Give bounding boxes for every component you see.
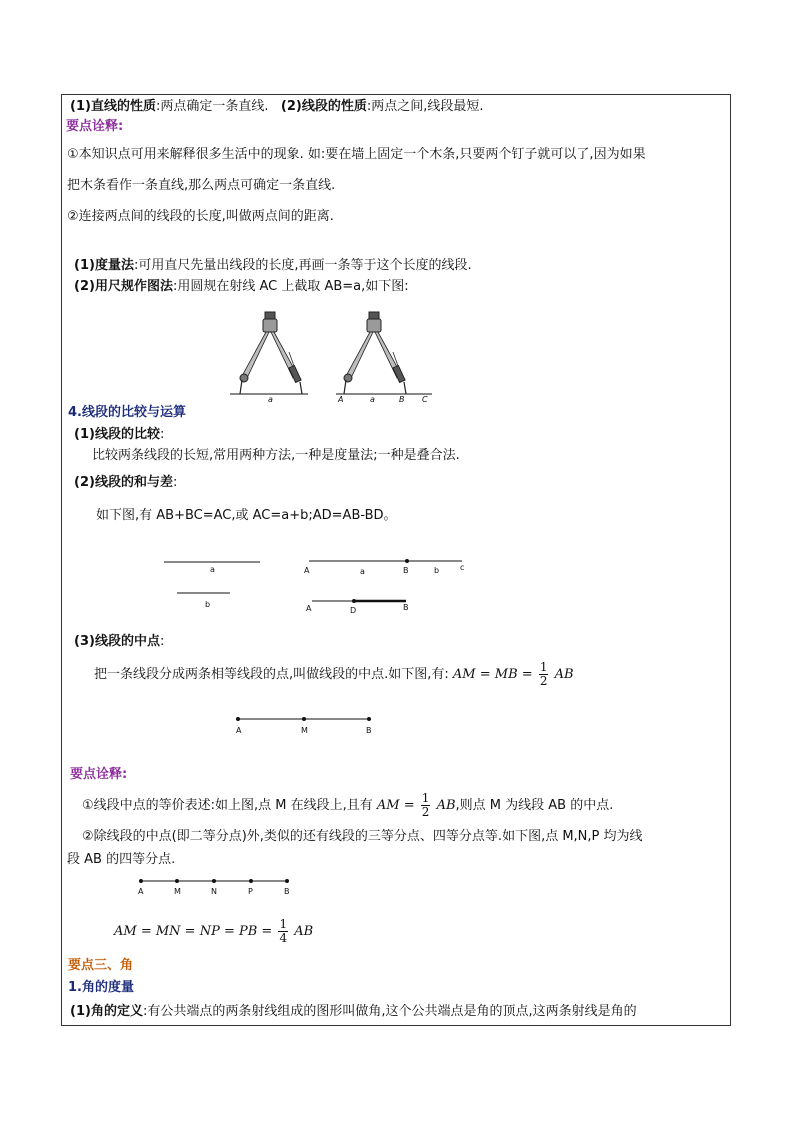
label-c: c — [460, 563, 465, 572]
point-P — [249, 879, 253, 883]
label-A: A — [236, 726, 242, 735]
note-line: ①本知识点可用来解释很多生活中的现象. 如:要在墙上固定一个木条,只要两个钉子就可以了,因为如果 — [67, 147, 646, 162]
compass-label-C: C — [422, 395, 428, 404]
point-A — [139, 879, 143, 883]
compare-heading: (1)线段的比较: — [74, 427, 165, 442]
point-M — [302, 717, 306, 721]
label-A2: A — [306, 604, 312, 613]
label-M: M — [174, 887, 181, 896]
quarter-point-note: ②除线段的中点(即二等分点)外,类似的还有线段的三等分点、四等分点等.如下图,点 M,N,P 均为线 — [82, 829, 643, 844]
point-B — [405, 559, 409, 563]
midpoint-definition: 把一条线段分成两条相等线段的点,叫做线段的中点.如下图,有: AM = MB = $\frac{1}{2}$ AB — [94, 660, 574, 688]
angle-measure-title: 1.角的度量 — [68, 980, 134, 995]
sum-diff-heading: (2)线段的和与差: — [74, 475, 178, 490]
quarter-points-figure — [134, 876, 299, 898]
note-line: 把木条看作一条直线,那么两点可确定一条直线. — [67, 178, 336, 193]
compare-text: 比较两条线段的长短,常用两种方法,一种是度量法;一种是叠合法. — [92, 448, 460, 463]
compass-label-a2: a — [370, 395, 375, 404]
midpoint-figure — [230, 712, 380, 738]
compass-icon-right — [336, 312, 432, 394]
midpoint-heading: (3)线段的中点: — [74, 634, 165, 649]
sum-diff-text: 如下图,有 AB+BC=AC,或 AC=a+b;AD=AB-BD。 — [96, 508, 397, 523]
point-N — [212, 879, 216, 883]
point-B — [285, 879, 289, 883]
label-B2: B — [403, 603, 409, 612]
midpoint-equivalent-note: ①线段中点的等价表述:如上图,点 M 在线段上,且有 AM = $\frac{1}{2}$ AB,则点 M 为线段 AB 的中点. — [82, 791, 614, 819]
label-a2: a — [360, 567, 365, 576]
label-A: A — [138, 887, 144, 896]
compass-label-a: a — [268, 395, 273, 404]
label-M: M — [301, 726, 308, 735]
point-D — [352, 599, 356, 603]
compass-figure — [228, 308, 438, 408]
label-P: P — [248, 887, 253, 896]
angle-definition: (1)角的定义:有公共端点的两条射线组成的图形叫做角,这个公共端点是角的顶点,这两条射线是角的 — [70, 1004, 637, 1019]
key-notes-title: 要点诠释: — [66, 119, 124, 134]
label-B: B — [284, 887, 290, 896]
label-N: N — [211, 887, 217, 896]
label-A: A — [304, 566, 310, 575]
quarter-equation: AM = MN = NP = PB = $\frac{1}{4}$ AB — [114, 917, 314, 945]
label-a: a — [210, 565, 215, 574]
label-b: b — [205, 600, 211, 609]
segment-property-heading: 线段的性质 — [301, 99, 367, 114]
measure-method: (1)度量法:可用直尺先量出线段的长度,再画一条等于这个长度的线段. — [74, 258, 472, 273]
line-property-heading: 直线的性质 — [90, 99, 156, 114]
compass-label-A: A — [338, 395, 344, 404]
midpoint-equation: AM = MB = $\frac{1}{2}$ AB — [452, 660, 574, 688]
point-A — [236, 717, 240, 721]
compass-label-B: B — [399, 395, 405, 404]
properties-line: (1)直线的性质:两点确定一条直线. (2)线段的性质:两点之间,线段最短. — [70, 99, 484, 114]
note-line: ②连接两点间的线段的长度,叫做两点间的距离. — [67, 209, 334, 224]
compass-icon-left — [230, 312, 308, 394]
segment-sum-figure — [160, 555, 480, 615]
ruler-compass-method: (2)用尺规作图法:用圆规在射线 AC 上截取 AB=a,如下图: — [74, 279, 409, 294]
quarter-point-note-cont: 段 AB 的四等分点. — [67, 852, 176, 867]
label-B: B — [366, 726, 372, 735]
point-B — [367, 717, 371, 721]
label-b2: b — [434, 566, 440, 575]
label-B: B — [403, 566, 409, 575]
key-notes-title-2: 要点诠释: — [70, 767, 128, 782]
label-D: D — [350, 606, 357, 615]
section-4-title: 4.线段的比较与运算 — [68, 405, 186, 420]
section-3-title: 要点三、角 — [68, 958, 134, 973]
point-M — [175, 879, 179, 883]
